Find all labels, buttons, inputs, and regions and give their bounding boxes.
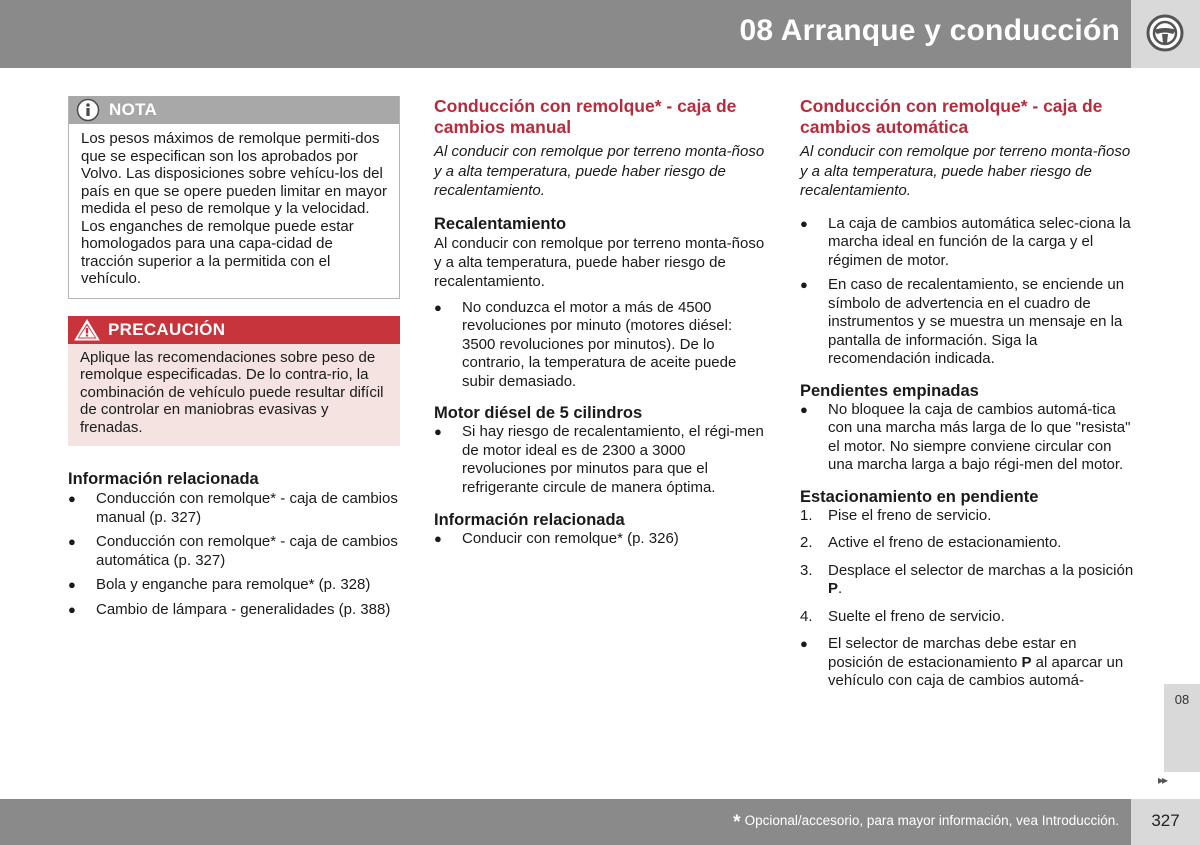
column-middle <box>434 96 769 549</box>
related-heading: Información relacionada <box>68 470 259 488</box>
bullet-icon: ● <box>800 401 808 417</box>
automatic-intro: Al conducir con remolque por terreno monta-ñoso y a alta temperatura, puede haber riesgo de recalentamiento. <box>800 143 1131 199</box>
nota-box <box>68 96 400 299</box>
chapter-icon-box <box>1131 0 1200 68</box>
related-list-manual <box>434 530 769 549</box>
precaucion-text: Aplique las recomendaciones sobre peso de remolque especificadas. De lo contra-rio, la combinación de vehículo puede resultar difícil de controlar en maniobras evasivas y frenadas. <box>68 344 400 447</box>
step-item: 4. Suelte el freno de servicio. <box>800 607 1005 625</box>
related-heading-manual: Información relacionada <box>434 511 625 529</box>
info-icon <box>69 96 107 124</box>
list-item[interactable]: ● Cambio de lámpara - generalidades (p. 388) <box>68 600 391 618</box>
list-item: ● El selector de marchas debe estar en posición de estacionamiento P al aparcar un vehículo con caja de cambios automá- <box>800 635 1124 689</box>
bullet-icon: ● <box>800 636 808 651</box>
bullet-icon: ● <box>68 601 76 617</box>
step-item: 2. Active el freno de estacionamiento. <box>800 534 1062 551</box>
footer-bar <box>0 799 1131 845</box>
section-title-automatic: Conducción con remolque* - caja de cambios automática <box>800 96 1103 137</box>
step-item: 1. Pise el freno de servicio. <box>800 506 992 524</box>
bullet-icon: ● <box>800 277 808 292</box>
estacionamiento-steps <box>800 507 1135 691</box>
diesel-list <box>434 423 769 497</box>
related-list <box>68 490 400 619</box>
steering-wheel-icon <box>1145 13 1185 53</box>
next-page-arrows-icon[interactable]: ▸▸ <box>1158 773 1167 787</box>
step-item: 3. Desplace el selector de marchas a la posición P. <box>800 561 1134 597</box>
recalentamiento-text: Al conducir con remolque por terreno monta-ñoso y a alta temperatura, puede haber riesgo de recalentamiento. <box>434 234 765 290</box>
manual-intro: Al conducir con remolque por terreno monta-ñoso y a alta temperatura, puede haber riesgo de recalentamiento. <box>434 143 765 199</box>
nota-text: Los pesos máximos de remolque permiti-dos que se especifican son los aprobados por Volvo. Las disposiciones sobre vehícu-los del país en que se opere pueden limitar en mayor medida el peso de remolque y la velocidad. Los enganches de remolque puede estar homologados para una capa-cidad de tracción superior a la permitida con el vehículo. <box>81 130 388 287</box>
bullet-icon: ● <box>434 299 442 315</box>
bullet-icon: ● <box>800 215 808 231</box>
list-item[interactable]: ● Conducir con remolque* (p. 326) <box>434 530 679 547</box>
precaucion-label: PRECAUCIÓN <box>108 319 226 339</box>
header-bar <box>0 0 1131 68</box>
page-number-box <box>1131 799 1200 845</box>
precaucion-header <box>68 316 400 344</box>
recalentamiento-heading: Recalentamiento <box>434 214 567 233</box>
nota-header <box>69 96 399 124</box>
footer-asterisk: * <box>733 812 741 833</box>
bullet-icon: ● <box>434 531 442 546</box>
list-item: ● En caso de recalentamiento, se enciende un símbolo de advertencia en el cuadro de instrumentos y se muestra un mensaje en la pantalla de información. Siga la recomendación indicada. <box>800 276 1125 367</box>
page-number: 327 <box>1151 811 1180 830</box>
list-item: ● No bloquee la caja de cambios automá-tica con una marcha más larga de lo que "resista" el motor. No siempre conviene circular con una marcha larga a bajo régi-men del motor. <box>800 400 1131 473</box>
bullet-icon: ● <box>68 491 76 506</box>
column-left <box>68 96 400 619</box>
diesel-heading: Motor diésel de 5 cilindros <box>434 404 643 422</box>
footer-note: * Opcional/accesorio, para mayor información, vea Introducción. <box>733 812 1119 833</box>
automatic-list <box>800 215 1135 369</box>
column-right <box>800 96 1135 691</box>
section-title-manual: Conducción con remolque* - caja de cambios manual <box>434 96 737 137</box>
chapter-tab-label: 08 <box>1174 692 1190 707</box>
nota-label: NOTA <box>109 100 158 119</box>
list-item: ● Si hay riesgo de recalentamiento, el régi-men de motor ideal es de 2300 a 3000 revoluciones por minutos para que el refrigerante circule de manera óptima. <box>434 423 764 496</box>
pendientes-list <box>800 401 1135 475</box>
list-item: ● No conduzca el motor a más de 4500 revoluciones por minuto (motores diésel: 3500 revoluciones por minutos). De lo contrario, la temperatura de aceite puede subir demasiado. <box>434 298 737 390</box>
pendientes-heading: Pendientes empinadas <box>800 381 979 400</box>
bullet-icon: ● <box>68 577 76 592</box>
recalentamiento-list <box>434 299 769 392</box>
warning-icon <box>68 316 106 344</box>
chapter-side-tab[interactable] <box>1164 684 1200 772</box>
bullet-icon: ● <box>68 534 76 549</box>
list-item[interactable]: ● Conducción con remolque* - caja de cambios manual (p. 327) <box>68 490 398 526</box>
list-item: ● La caja de cambios automática selec-ciona la marcha ideal en función de la carga y el régimen de motor. <box>800 214 1131 269</box>
list-item[interactable]: ● Bola y enganche para remolque* (p. 328) <box>68 576 371 593</box>
chapter-title: 08 Arranque y conducción <box>739 14 1120 47</box>
precaucion-box <box>68 316 400 447</box>
estacionamiento-heading: Estacionamiento en pendiente <box>800 487 1039 506</box>
bullet-icon: ● <box>434 424 442 439</box>
list-item[interactable]: ● Conducción con remolque* - caja de cambios automática (p. 327) <box>68 533 398 569</box>
